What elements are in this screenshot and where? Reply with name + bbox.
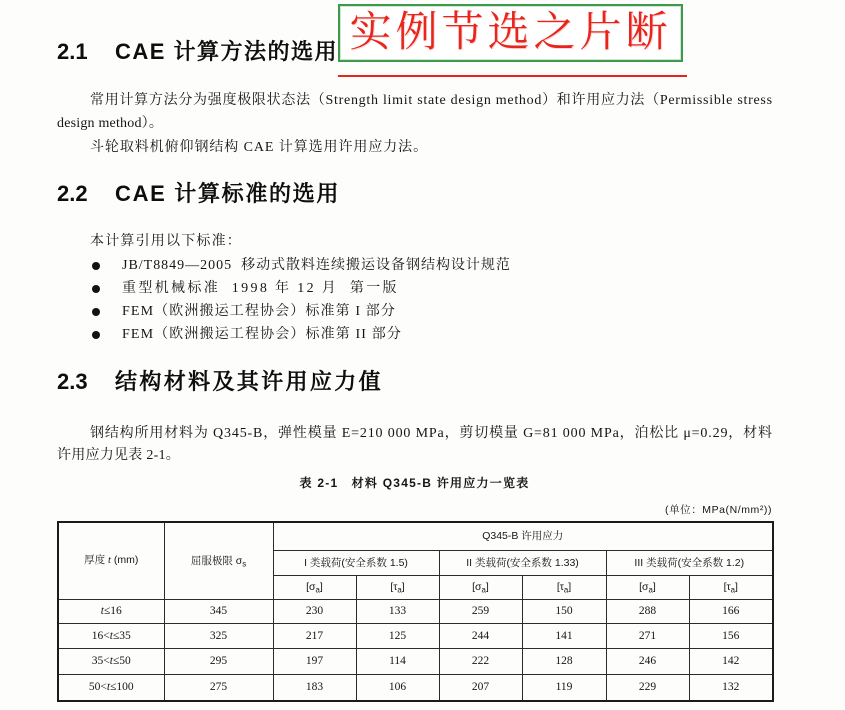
table-row xyxy=(58,674,773,701)
yield-cell: 345 xyxy=(164,599,273,623)
yield-header-label: 屈服极限 σ xyxy=(190,554,243,567)
yield-header xyxy=(164,522,273,599)
section-title: CAE 计算方法的选用 xyxy=(115,39,338,64)
section-title: 结构材料及其许用应力值 xyxy=(115,369,383,394)
thickness-symbol: t xyxy=(109,655,113,667)
tau-header-close: ] xyxy=(568,581,572,593)
section-number: 2.2 xyxy=(57,181,88,206)
value-cell: 246 xyxy=(606,648,689,674)
paragraph-line: 常用计算方法分为强度极限状态法（Strength limit state design method）和许用应力法（Permissible stress xyxy=(90,93,773,108)
yield-cell: 325 xyxy=(164,623,273,648)
list-item: FEM（欧洲搬运工程协会）标准第 I 部分 xyxy=(122,304,396,319)
section-number: 2.1 xyxy=(57,39,88,64)
thickness-prefix: 50< xyxy=(88,681,107,694)
table-row xyxy=(58,648,773,674)
thickness-symbol: t xyxy=(106,681,111,694)
allowable-stress-group-header: Q345-B 许用应力 xyxy=(273,522,773,550)
value-cell: 132 xyxy=(689,674,773,701)
yield-cell: 275 xyxy=(164,674,273,701)
table-header-row xyxy=(58,522,773,550)
yield-cell: 295 xyxy=(164,648,273,674)
list-item: 重型机械标准 1998 年 12 月 第一版 xyxy=(122,281,399,296)
load-class-ii-header: II 类载荷(安全系数 1.33) xyxy=(439,550,606,575)
thickness-header-unit: (mm) xyxy=(110,554,139,567)
thickness-header-label: 厚度 xyxy=(84,554,109,567)
value-cell: 229 xyxy=(606,674,689,701)
thickness-cell xyxy=(58,599,164,623)
sigma-header-close: ] xyxy=(319,581,323,593)
value-cell: 271 xyxy=(606,623,689,648)
thickness-symbol: t xyxy=(100,605,104,617)
value-cell: 207 xyxy=(439,674,522,701)
thickness-prefix: 16< xyxy=(91,629,110,642)
table-row xyxy=(58,599,773,623)
sigma-header-text: [σ xyxy=(472,581,482,593)
value-cell: 125 xyxy=(356,623,439,648)
value-cell: 244 xyxy=(439,623,522,648)
value-cell: 230 xyxy=(273,599,356,623)
table-caption-text: 表 2-1 材料 Q345-B 许用应力一览表 xyxy=(299,476,530,490)
section-heading-2-3 xyxy=(57,367,817,397)
thickness-suffix: ≤35 xyxy=(112,629,131,642)
sigma-header xyxy=(273,575,356,599)
paragraph-line: 本计算引用以下标准： xyxy=(90,234,242,249)
load-class-iii-header: III 类载荷(安全系数 1.2) xyxy=(606,550,773,575)
value-cell: 166 xyxy=(689,599,773,623)
bullet-icon xyxy=(92,262,100,270)
bullet-icon xyxy=(92,308,100,316)
sigma-header-subscript: a xyxy=(481,585,486,595)
bullet-icon xyxy=(92,285,100,293)
sigma-header xyxy=(606,575,689,599)
tau-header xyxy=(356,575,439,599)
thickness-symbol: t xyxy=(109,629,113,642)
value-cell: 150 xyxy=(522,599,606,623)
thickness-suffix: ≤50 xyxy=(112,655,131,667)
value-cell: 217 xyxy=(273,623,356,648)
sigma-header xyxy=(439,575,522,599)
bullet-icon xyxy=(92,331,100,339)
section-title: CAE 计算标准的选用 xyxy=(115,181,341,206)
table-unit-note: (单位：MPa(N/mm²)) xyxy=(665,504,772,516)
thickness-symbol: t xyxy=(108,555,111,567)
sigma-header-text: [σ xyxy=(306,581,316,593)
thickness-prefix: 35< xyxy=(91,655,110,667)
value-cell: 141 xyxy=(522,623,606,648)
table-caption xyxy=(57,473,772,493)
paragraph-line: 斗轮取料机俯仰钢结构 CAE 计算选用许用应力法。 xyxy=(90,140,428,155)
tau-header xyxy=(689,575,773,599)
excerpt-label: 实例节选之片断 xyxy=(349,10,672,56)
value-cell: 259 xyxy=(439,599,522,623)
thickness-cell xyxy=(58,648,164,674)
yield-header-subscript: s xyxy=(242,559,247,569)
value-cell: 106 xyxy=(356,674,439,701)
value-cell: 142 xyxy=(689,648,773,674)
value-cell: 222 xyxy=(439,648,522,674)
thickness-header xyxy=(58,522,164,599)
value-cell: 197 xyxy=(273,648,356,674)
sigma-header-subscript: a xyxy=(315,585,320,595)
paragraph-line: 钢结构所用材料为 Q345-B，弹性模量 E=210 000 MPa，剪切模量 G=81 000 MPa，泊松比 μ=0.29，材料 xyxy=(90,426,773,441)
value-cell: 288 xyxy=(606,599,689,623)
section-heading-2-2 xyxy=(57,179,817,209)
value-cell: 119 xyxy=(522,674,606,701)
value-cell: 156 xyxy=(689,623,773,648)
thickness-cell xyxy=(58,674,164,701)
tau-header-close: ] xyxy=(401,581,405,593)
tau-header-subscript: a xyxy=(730,585,736,595)
allowable-stress-table xyxy=(57,521,774,702)
tau-header-close: ] xyxy=(735,581,738,593)
section-number: 2.3 xyxy=(57,369,88,394)
thickness-suffix: ≤16 xyxy=(103,605,122,617)
thickness-suffix: ≤100 xyxy=(110,681,134,694)
load-class-i-header: I 类载荷(安全系数 1.5) xyxy=(273,550,439,575)
paragraph-line: 许用应力见表 2-1。 xyxy=(57,448,181,463)
excerpt-underline xyxy=(338,75,687,77)
excerpt-label-box xyxy=(338,4,683,62)
value-cell: 128 xyxy=(522,648,606,674)
list-item: FEM（欧洲搬运工程协会）标准第 II 部分 xyxy=(122,327,402,342)
sigma-header-text: [σ xyxy=(639,581,649,593)
thickness-cell xyxy=(58,623,164,648)
tau-header-subscript: a xyxy=(563,585,569,595)
value-cell: 133 xyxy=(356,599,439,623)
tau-header-text: [τ xyxy=(723,581,731,593)
sigma-header-subscript: a xyxy=(648,585,653,595)
value-cell: 183 xyxy=(273,674,356,701)
paragraph-line: design method）。 xyxy=(57,116,164,131)
tau-header-text: [τ xyxy=(556,581,564,593)
table-row xyxy=(58,623,773,648)
tau-header-text: [τ xyxy=(390,581,398,593)
list-item: JB/T8849—2005 移动式散料连续搬运设备钢结构设计规范 xyxy=(122,258,511,273)
tau-header-subscript: a xyxy=(397,585,402,595)
sigma-header-close: ] xyxy=(652,581,656,593)
sigma-header-close: ] xyxy=(485,581,489,593)
tau-header xyxy=(522,575,606,599)
value-cell: 114 xyxy=(356,648,439,674)
